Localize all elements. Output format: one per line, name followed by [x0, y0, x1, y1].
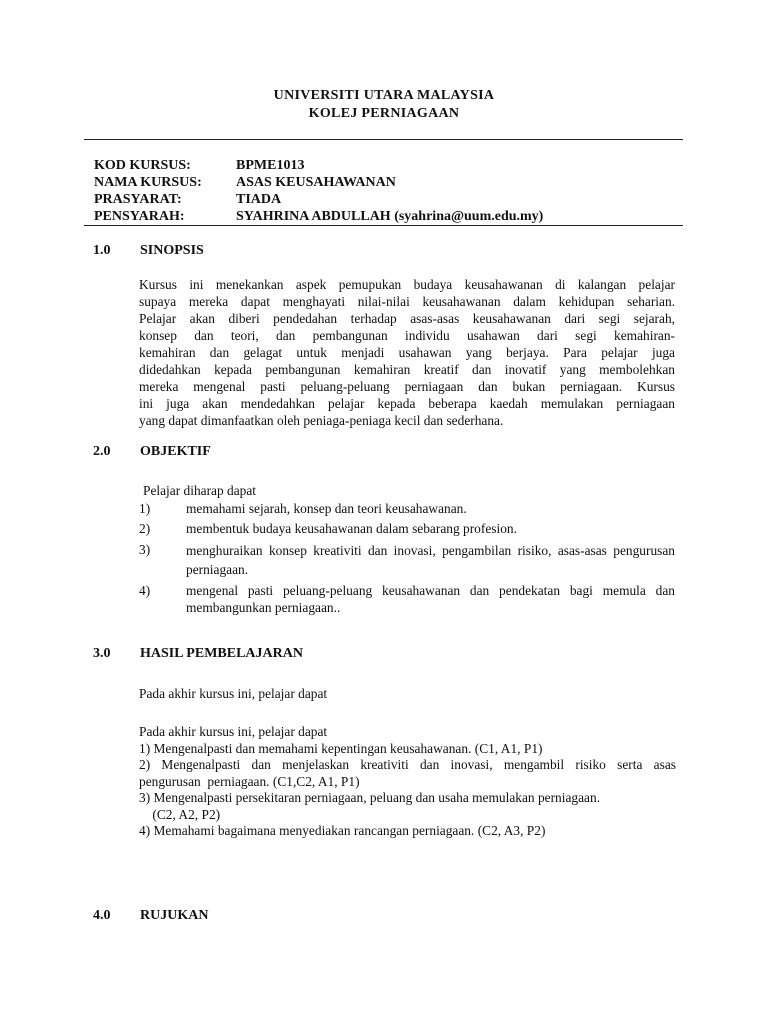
- section-number: 3.0: [93, 646, 111, 661]
- list-number: 3): [139, 541, 151, 557]
- section-title: RUJUKAN: [140, 908, 209, 923]
- list-number: 4): [139, 582, 151, 598]
- university-name: UNIVERSITI UTARA MALAYSIA: [273, 88, 495, 103]
- paragraph-line: kemahiran dan gelagat untuk menjadi usahawan yang berjaya. Para pelajar juga: [139, 345, 675, 360]
- list-item: [139, 541, 675, 579]
- section-heading-objektif: [93, 444, 211, 460]
- section-number: 4.0: [93, 908, 111, 923]
- paragraph-line: ini juga akan mendedahkan pelajar kepada beberapa kaedah memulakan perniagaan: [139, 396, 675, 411]
- list-number: 1): [139, 500, 151, 516]
- list-number: 2): [139, 521, 151, 536]
- course-name-label: NAMA KURSUS:: [94, 175, 202, 190]
- prerequisite-label: PRASYARAT:: [94, 192, 182, 207]
- objektif-list: [139, 482, 675, 617]
- college-name: KOLEJ PERNIAGAAN: [308, 106, 460, 121]
- list-item: [139, 520, 675, 538]
- list-text: membentuk budaya keusahawanan dalam sebarang profesion.: [186, 521, 517, 536]
- prerequisite-value: TIADA: [236, 192, 282, 207]
- hasil-line: 1) Mengenalpasti dan memahami kepentingan keusahawanan. (C1, A1, P1): [139, 740, 543, 756]
- paragraph-line: konsep dan teori, dan pembangunan individu usahawan dari segi kemahiran-: [139, 328, 675, 343]
- course-name-value: ASAS KEUSAHAWANAN: [236, 175, 396, 190]
- section-title: OBJEKTIF: [140, 444, 211, 459]
- section-heading-hasil: [93, 646, 303, 662]
- list-text: memahami sejarah, konsep dan teori keusahawanan.: [186, 500, 467, 516]
- section-heading-rujukan: [93, 908, 208, 924]
- list-item: [139, 500, 675, 518]
- sinopsis-paragraph: [139, 276, 675, 429]
- paragraph-line: didedahkan kepada pembangunan kemahiran kreatif dan inovatif yang membolehkan: [139, 362, 675, 377]
- hasil-line: pengurusan perniagaan. (C1,C2, A1, P1): [139, 773, 360, 789]
- section-title: HASIL PEMBELAJARAN: [140, 646, 303, 661]
- course-info-row: [94, 174, 543, 191]
- hasil-line: (C2, A2, P2): [139, 806, 221, 822]
- hasil-list: [139, 724, 676, 840]
- section-number: 1.0: [93, 243, 111, 258]
- course-info-row: [94, 157, 543, 174]
- paragraph-line: mereka mengenal pasti peluang-peluang perniagaan dan bukan perniagaan. Kursus: [139, 379, 675, 394]
- course-code-value: BPME1013: [236, 158, 305, 173]
- course-info-row: [94, 208, 543, 225]
- course-info-row: [94, 191, 543, 208]
- paragraph-line: supaya mereka dapat menghayati nilai-nilai keusahawanan dalam kehidupan seharian.: [139, 294, 675, 309]
- hasil-intro: Pada akhir kursus ini, pelajar dapat: [139, 686, 328, 701]
- section-number: 2.0: [93, 444, 111, 459]
- section-heading-sinopsis: [93, 243, 204, 259]
- paragraph-line: yang dapat dimanfaatkan oleh peniaga-peniaga kecil dan sederhana.: [139, 413, 504, 428]
- list-text: menghuraikan konsep kreativiti dan inovasi, pengambilan risiko, asas-asas pengurusan perniagaan.: [186, 542, 675, 577]
- top-rule: [84, 139, 683, 140]
- list-text: mengenal pasti peluang-peluang keusahawanan dan pendekatan bagi memula dan membangunkan perniagaan..: [186, 582, 675, 615]
- hasil-line: 4) Memahami bagaimana menyediakan rancangan perniagaan. (C2, A3, P2): [139, 823, 546, 838]
- lecturer-label: PENSYARAH:: [94, 209, 185, 224]
- bottom-rule: [84, 225, 683, 226]
- paragraph-line: Kursus ini menekankan aspek pemupukan budaya keusahawanan di kalangan pelajar: [139, 277, 675, 292]
- list-item: [139, 582, 675, 617]
- section-title: SINOPSIS: [140, 243, 204, 258]
- lecturer-value: SYAHRINA ABDULLAH (syahrina@uum.edu.my): [236, 209, 544, 224]
- hasil-line: 3) Mengenalpasti persekitaran perniagaan, peluang dan usaha memulakan perniagaan.: [139, 790, 601, 805]
- paragraph-line: Pelajar akan diberi pendedahan terhadap asas-asas keusahawanan dari segi sejarah,: [139, 311, 675, 326]
- hasil-intro-repeat: Pada akhir kursus ini, pelajar dapat: [139, 724, 328, 739]
- hasil-line: 2) Mengenalpasti dan menjelaskan kreativiti dan inovasi, mengambil risiko serta asas: [139, 757, 676, 772]
- course-info-table: [94, 157, 543, 225]
- course-code-label: KOD KURSUS:: [94, 158, 191, 173]
- objektif-intro: Pelajar diharap dapat: [143, 483, 257, 498]
